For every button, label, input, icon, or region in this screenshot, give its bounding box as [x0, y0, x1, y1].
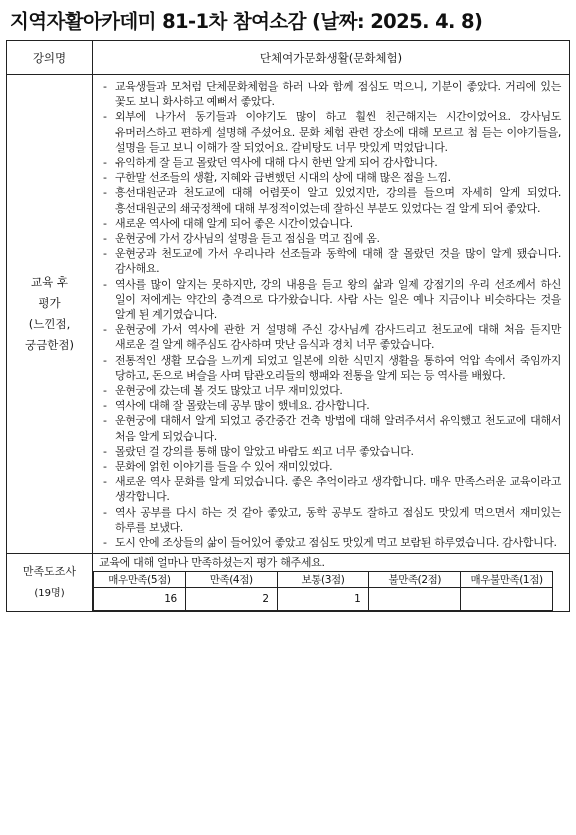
evaluation-label — [7, 75, 93, 554]
satisfaction-label-cell — [7, 554, 93, 612]
satisfaction-question: 교육에 대해 얼마나 만족하셨는지 평가 해주세요. — [99, 556, 325, 570]
feedback-item: - 유익하게 잘 듣고 몰랐던 역사에 대해 다시 한번 알게 되어 감사합니다. — [103, 155, 561, 170]
evaluation-label-line: 궁금한점) — [25, 338, 74, 353]
feedback-item: - 도시 안에 조상들의 삶이 들어있어 좋았고 점심도 맛있게 먹고 보람된 하루였습니다. 감사합니다. — [103, 535, 561, 550]
evaluation-label-line: 교육 후 — [31, 275, 68, 290]
feedback-list — [93, 75, 569, 553]
feedback-item: - 문화에 얽힌 이야기를 들을 수 있어 재미있었다. — [103, 459, 561, 474]
respondent-count: (19명) — [34, 587, 65, 599]
lecture-name-value: 단체여가문화생활(문화체험) — [93, 41, 570, 75]
satisfaction-row — [7, 554, 570, 612]
satisfaction-content — [93, 554, 570, 612]
lecture-name-label: 강의명 — [7, 41, 93, 75]
evaluation-label-line: 평가 — [38, 296, 61, 311]
rating-count: 16 — [94, 588, 186, 611]
survey-table — [6, 40, 570, 612]
feedback-item: - 운현궁에 갔는데 볼 것도 많았고 너무 재미있었다. — [103, 383, 561, 398]
feedback-item: - 역사에 대해 잘 몰랐는데 공부 많이 했네요. 감사합니다. — [103, 398, 561, 413]
rating-column-header: 매우만족(5점) — [94, 572, 186, 588]
rating-column-header: 보통(3점) — [277, 572, 369, 588]
feedback-item: - 운현궁에 가서 역사에 관한 거 설명해 주신 강사님께 감사드리고 천도교에 대해 처음 듣지만 새로운 걸 알게 해주심도 감사하며 맛난 음식과 경치 너무 좋았습니다. — [103, 322, 561, 352]
satisfaction-header-row — [94, 572, 553, 588]
feedback-item: - 역사를 많이 알지는 못하지만, 강의 내용을 듣고 왕의 삶과 일제 강점기의 우리 선조께서 하신 일이 저에게는 약간의 충격으로 다가왔습니다. 사람 사는 일은 예나 지금이나 비슷하다는 것을 알게 된 계기였습니다. — [103, 277, 561, 323]
evaluation-content — [93, 75, 570, 554]
feedback-item: - 새로운 역사 문화를 알게 되었습니다. 좋은 추억이라고 생각합니다. 매우 만족스러운 교육이라고 생각합니다. — [103, 474, 561, 504]
satisfaction-label: 만족도조사 — [22, 564, 77, 578]
rating-count — [461, 588, 553, 611]
feedback-item: - 전통적인 생활 모습을 느끼게 되었고 일본에 의한 식민지 생활을 통하여 억압 속에서 죽임까지 당하고, 돈으로 벼슬을 사며 탐관오리들의 행패와 전통을 알게 되는 등 역사를 배웠다. — [103, 353, 561, 383]
feedback-item: - 구한말 선조들의 생활, 지혜와 급변했던 시대의 상에 대해 많은 점을 느낌. — [103, 170, 561, 185]
rating-column-header: 매우불만족(1점) — [461, 572, 553, 588]
document-title: 지역자활아카데미 81-1차 참여소감 (날짜: 2025. 4. 8) — [10, 10, 483, 33]
feedback-item: - 역사 공부를 다시 하는 것 같아 좋았고, 동학 공부도 잘하고 점심도 맛있게 먹으면서 재미있는 하루를 보냈다. — [103, 505, 561, 535]
evaluation-row — [7, 75, 570, 554]
satisfaction-values-row — [94, 588, 553, 611]
header-row — [7, 41, 570, 75]
feedback-item: - 새로운 역사에 대해 알게 되어 좋은 시간이었습니다. — [103, 216, 561, 231]
feedback-item: - 교육생들과 모처럼 단체문화체험을 하러 나와 함께 점심도 먹으니, 기분이 좋았다. 거리에 있는 꽃도 보니 화사하고 예뻐서 좋았다. — [103, 79, 561, 109]
rating-column-header: 만족(4점) — [185, 572, 277, 588]
rating-column-header: 불만족(2점) — [369, 572, 461, 588]
rating-count: 1 — [277, 588, 369, 611]
feedback-item: - 흥선대원군과 천도교에 대해 어렴풋이 알고 있었지만, 강의를 들으며 자세히 알게 되었다. 흥선대원군의 쇄국정책에 대해 부정적이었는데 잘하신 부분도 있었다는 걸 알게 되어 좋았다. — [103, 185, 561, 215]
satisfaction-table — [93, 571, 553, 611]
rating-count — [369, 588, 461, 611]
rating-count: 2 — [185, 588, 277, 611]
feedback-item: - 몰랐던 걸 강의를 통해 많이 알았고 바람도 쐬고 너무 좋았습니다. — [103, 444, 561, 459]
evaluation-label-line: (느낀점, — [28, 317, 71, 332]
feedback-item: - 외부에 나가서 동기들과 이야기도 많이 하고 훨씬 친근해지는 시간이었어요. 강사님도 유머러스하고 편하게 설명해 주셨어요. 문화 체험 관련 장소에 대해 모르고 첨 듣는 이야기들을, 설명을 듣고 보니 이해가 잘 되었어요. 갈비탕도 너무 맛있게 먹었답니다. — [103, 109, 561, 155]
feedback-item: - 운현궁에 대해서 알게 되었고 중간중간 건축 방법에 대해 알려주셔서 유익했고 천도교에 대해서 처음 알게 되었습니다. — [103, 413, 561, 443]
feedback-item: - 운현궁에 가서 강사님의 설명을 듣고 점심을 먹고 집에 옴. — [103, 231, 561, 246]
feedback-item: - 운현궁과 천도교에 가서 우리나라 선조들과 동학에 대해 잘 몰랐던 것을 많이 알게 됐습니다. 감사해요. — [103, 246, 561, 276]
